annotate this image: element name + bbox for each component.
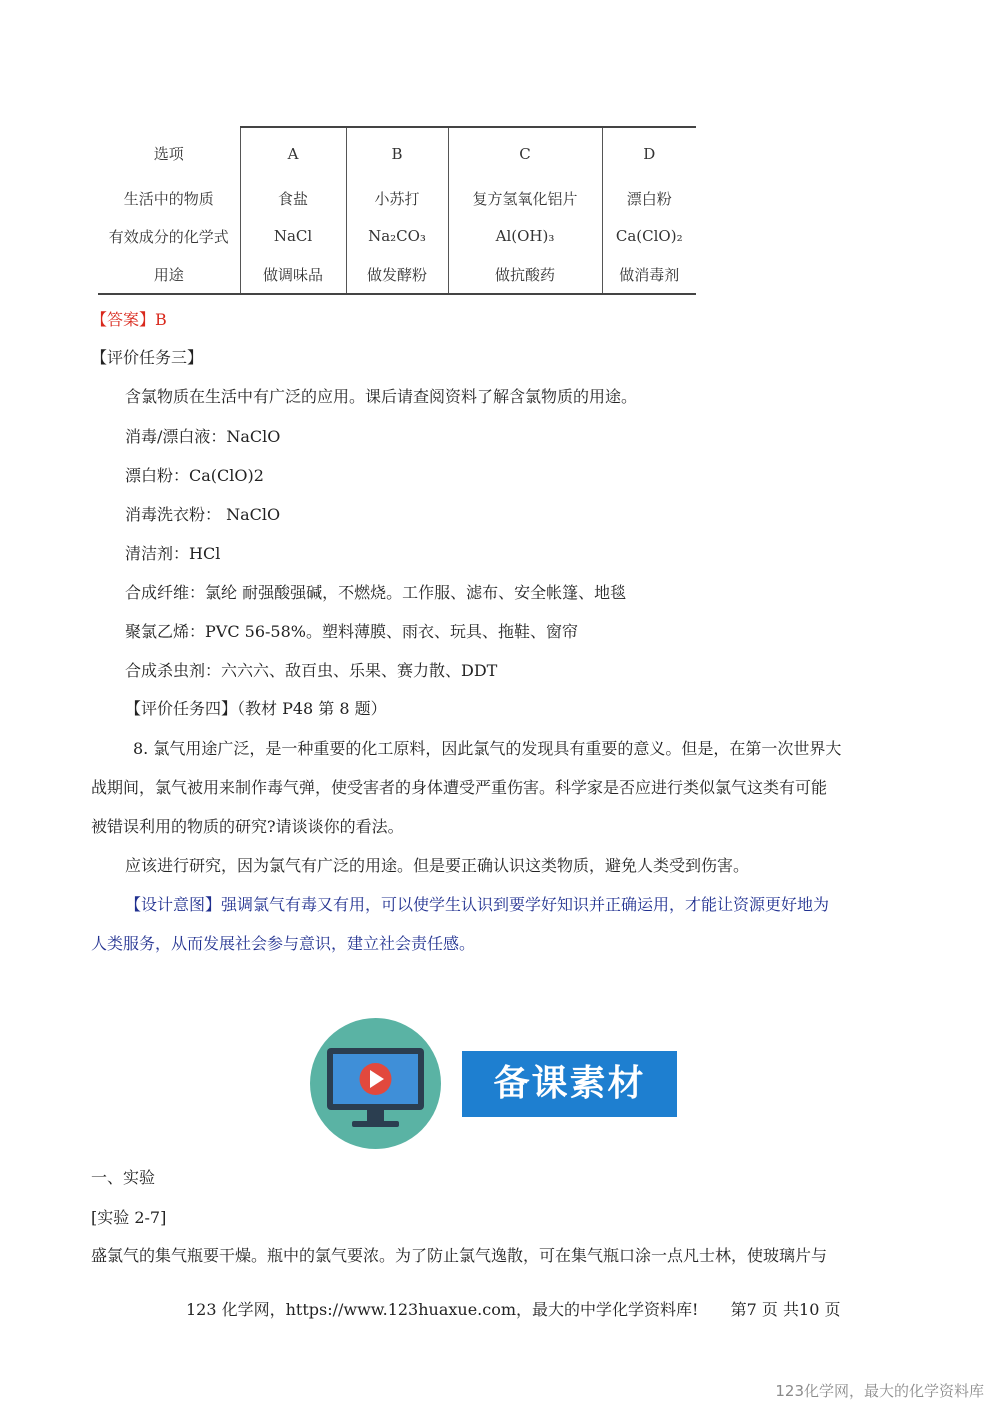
table-cell: Ca(ClO)₂ [602,217,696,255]
table-cell: 小苏打 [346,179,448,217]
table-cell: A [240,127,346,179]
design-intent-label: 【设计意图】 [125,895,222,914]
table-cell: 做抗酸药 [448,255,602,294]
options-table [98,126,696,295]
table-cell: 做消毒剂 [602,255,696,294]
watermark-text: 123化学网，最大的化学资料库 [775,1382,984,1400]
footer-site-text: 123 化学网，https://www.123huaxue.com，最大的中学化学资料库! [186,1300,699,1319]
task3-item: 消毒洗衣粉： NaClO [125,505,281,524]
table-header-row [98,127,696,179]
lesson-materials-banner: 备课素材 [462,1051,677,1117]
answer-value: B [155,310,167,329]
task3-item: 合成纤维：氯纶 耐强酸强碱，不燃烧。工作服、滤布、安全帐篷、地毯 [125,583,627,602]
task3-item: 清洁剂：HCl [125,544,221,563]
table-cell: D [602,127,696,179]
table-cell: 漂白粉 [602,179,696,217]
design-intent-text: 强调氯气有毒又有用，可以使学生认识到要学好知识并正确运用，才能让资源更好地为 [221,895,830,914]
table-row [98,217,696,255]
footer-page-number: 第7 页 共10 页 [730,1300,841,1319]
table-cell: 有效成分的化学式 [98,217,240,255]
task4-question-line: 8. 氯气用途广泛，是一种重要的化工原料，因此氯气的发现具有重要的意义。但是，在第一次世界大 [133,739,842,758]
task4-question-line: 战期间，氯气被用来制作毒气弹，使受害者的身体遭受严重伤害。科学家是否应进行类似氯气这类有可能 [91,778,828,797]
page-footer [186,1300,840,1320]
table-cell: 选项 [98,127,240,179]
task4-heading: 【评价任务四】（教材 P48 第 8 题） [125,699,387,718]
table-cell: 复方氢氧化铝片 [448,179,602,217]
monitor-play-icon-graphic [310,1018,441,1149]
table-row [98,255,696,294]
monitor-play-icon [310,1018,441,1149]
answer-label: 【答案】 [91,310,156,329]
experiment-text: 盛氯气的集气瓶要干燥。瓶中的氯气要浓。为了防止氯气逸散，可在集气瓶口涂一点凡士林，使玻璃片与 [91,1246,828,1265]
task3-item: 漂白粉：Ca(ClO)2 [125,466,264,485]
table-cell: NaCl [240,217,346,255]
task4-answer: 应该进行研究，因为氯气有广泛的用途。但是要正确认识这类物质，避免人类受到伤害。 [125,856,750,875]
table-cell: 做调味品 [240,255,346,294]
task3-item: 消毒/漂白液：NaClO [125,427,281,446]
answer-line [91,310,167,330]
table-cell: B [346,127,448,179]
table-cell: Al(OH)₃ [448,217,602,255]
experiment-label: [实验 2-7] [91,1208,167,1227]
table-cell: 用途 [98,255,240,294]
table-cell: 食盐 [240,179,346,217]
task3-heading: 【评价任务三】 [91,348,204,367]
design-intent-line: 人类服务，从而发展社会参与意识，建立社会责任感。 [91,934,476,953]
task3-item: 合成杀虫剂：六六六、敌百虫、乐果、赛力散、DDT [125,661,498,680]
table-cell: C [448,127,602,179]
table-row [98,179,696,217]
table-cell: 做发酵粉 [346,255,448,294]
task4-question-line: 被错误利用的物质的研究?请谈谈你的看法。 [91,817,404,836]
task3-item: 聚氯乙烯：PVC 56-58%。塑料薄膜、雨衣、玩具、拖鞋、窗帘 [125,622,578,641]
table-cell: 生活中的物质 [98,179,240,217]
design-intent-line [125,895,901,915]
section-heading: 一、实验 [91,1168,156,1187]
table-cell: Na₂CO₃ [346,217,448,255]
task3-intro: 含氯物质在生活中有广泛的应用。课后请查阅资料了解含氯物质的用途。 [125,387,638,406]
